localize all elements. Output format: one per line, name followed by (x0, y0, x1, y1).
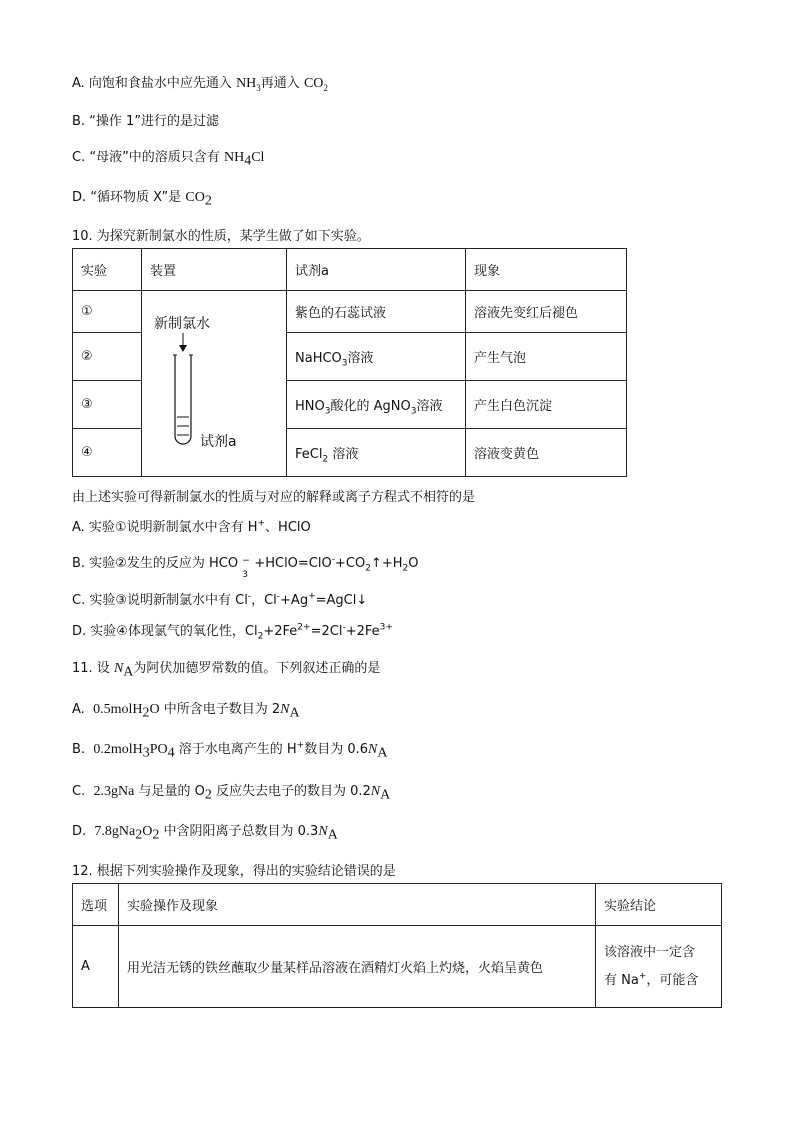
option-cell: A (73, 926, 119, 1008)
q9-option-b: B. “操作 1”进行的是过滤 (72, 114, 220, 129)
q12-stem: 12. 根据下列实验操作及现象，得出的实验结论错误的是 (72, 864, 396, 879)
q9-option-a: A. 向饱和食盐水中应先通入 $NH_3$再通入 $CO_2$ (72, 76, 328, 93)
phenomenon-cell: 溶液先变红后褪色 (466, 291, 627, 333)
apparatus-bottom-label: 试剂a (200, 434, 237, 450)
q12-table (72, 883, 722, 1008)
header-cell: 实验操作及现象 (119, 884, 596, 926)
reagent-cell: NaHCO$_3$溶液 (287, 333, 466, 381)
q11-option-c: C. 2.3gNa 与足量的 $O_2$ 反应失去电子的数目为 $0.2N_A$ (72, 784, 391, 803)
conclusion-cell: 该溶液中一定含 有 Na+，可能含 (596, 926, 722, 1008)
row-number: ② (73, 333, 142, 381)
apparatus-cell (142, 291, 287, 477)
q11-option-a: A. 0.5molH$_2$O 中所含电子数目为 $2N_A$ (72, 702, 300, 721)
reagent-cell: FeCl$_2$ 溶液 (287, 429, 466, 477)
row-number: ① (73, 291, 142, 333)
table-header-row (73, 249, 627, 291)
reagent-cell: 紫色的石蕊试液 (287, 291, 466, 333)
q10-stem: 10. 为探究新制氯水的性质，某学生做了如下实验。 (72, 229, 370, 244)
q10-option-c: C. 实验③说明新制氯水中有 Cl-，Cl-+Ag+=AgCl↓ (72, 591, 368, 608)
header-cell: 现象 (466, 249, 627, 291)
q11-stem: 11. 设 $N_A$为阿伏加德罗常数的值。下列叙述正确的是 (72, 661, 381, 680)
q9-option-c: C. “母液”中的溶质只含有 $NH_4Cl$ (72, 150, 265, 169)
q10-option-a: A. 实验①说明新制氯水中含有 H+、HClO (72, 518, 311, 535)
q10-table (72, 248, 627, 477)
phenomenon-cell: 产生气泡 (466, 333, 627, 381)
row-number: ④ (73, 429, 142, 477)
table-row (73, 926, 722, 1008)
q9-option-d: D. “循环物质 X”是 $CO_2$ (72, 190, 212, 209)
q11-option-b: B. $0.2molH_3PO_4$ 溶于水电离产生的 H+数目为 $0.6N_A$ (72, 740, 388, 761)
q10-option-d: D. 实验④体现氯气的氧化性，$Cl_2+2Fe^{2+}=2Cl^-+2Fe^{3+}$ (72, 622, 393, 642)
header-cell: 实验 (73, 249, 142, 291)
header-cell: 试剂a (287, 249, 466, 291)
q11-option-d: D. $7.8gNa_2O_2$ 中含阴阳离子总数目为 $0.3N_A$ (72, 824, 338, 843)
phenomenon-cell: 溶液变黄色 (466, 429, 627, 477)
q10-option-b: B. 实验②发生的反应为 HCO − 3 $+HClO=ClO^-+CO_2↑+H_2O$ (72, 554, 419, 580)
row-number: ③ (73, 381, 142, 429)
operation-cell: 用光洁无锈的铁丝蘸取少量某样品溶液在酒精灯火焰上灼烧，火焰呈黄色 (119, 926, 596, 1008)
header-cell: 装置 (142, 249, 287, 291)
q10-question: 由上述实验可得新制氯水的性质与对应的解释或离子方程式不相符的是 (72, 490, 476, 505)
phenomenon-cell: 产生白色沉淀 (466, 381, 627, 429)
table-header-row (73, 884, 722, 926)
reagent-cell: $HNO_3$酸化的 AgNO$_3$溶液 (287, 381, 466, 429)
apparatus-top-label: 新制氯水 (154, 316, 210, 332)
table-row (73, 291, 627, 333)
header-cell: 实验结论 (596, 884, 722, 926)
header-cell: 选项 (73, 884, 119, 926)
